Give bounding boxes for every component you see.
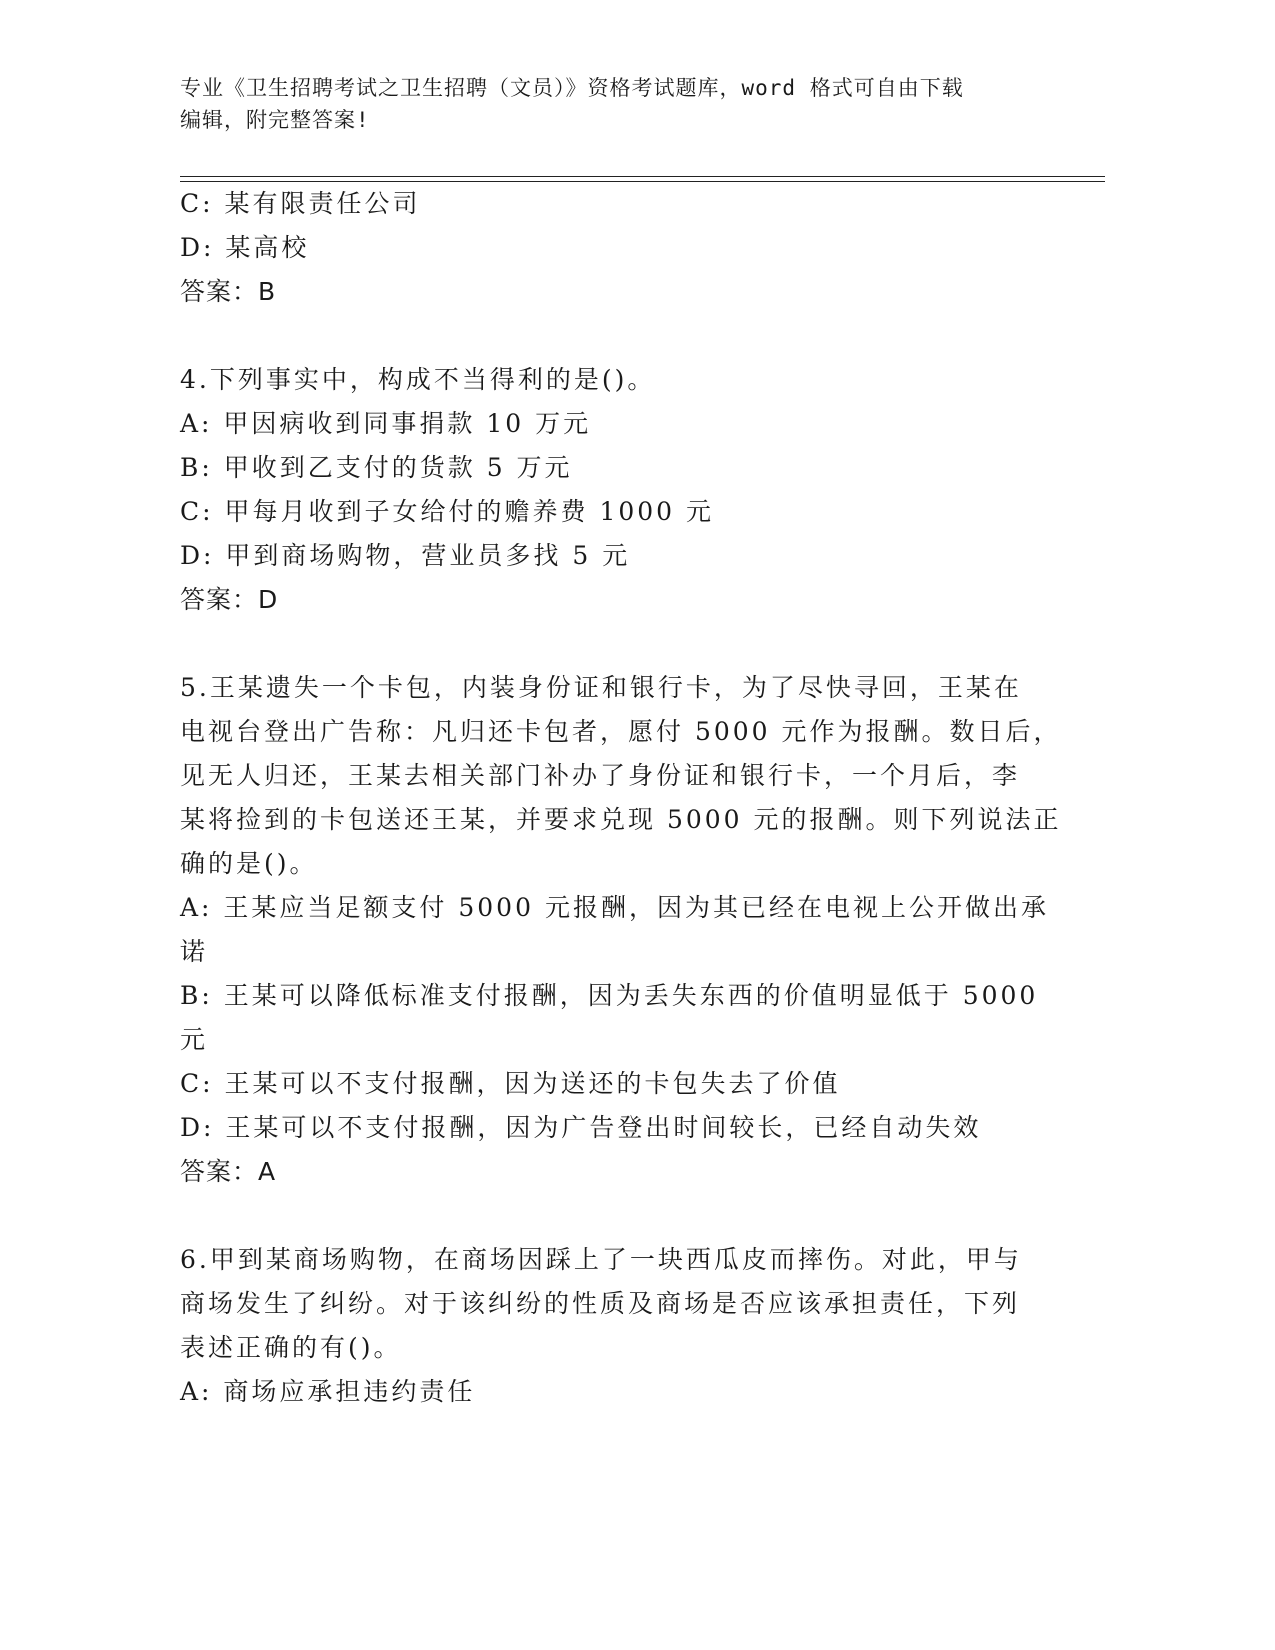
- header-line-1: 专业《卫生招聘考试之卫生招聘（文员）》资格考试题库，word 格式可自由下载: [180, 76, 964, 100]
- q6-stem-line-1: 6.甲到某商场购物，在商场因踩上了一块西瓜皮而摔伤。对此，甲与: [180, 1245, 1022, 1274]
- question-6: [180, 1238, 1040, 1414]
- q5-stem-line-5: 确的是()。: [180, 849, 318, 878]
- q4-option-d: D: 甲到商场购物，营业员多找 5 元: [180, 541, 631, 570]
- q4-option-c: C: 甲每月收到子女给付的赡养费 1000 元: [180, 497, 715, 526]
- q5-option-a-line-1: A: 王某应当足额支付 5000 元报酬，因为其已经在电视上公开做出承: [180, 893, 1049, 922]
- spacer: [180, 622, 1040, 666]
- q5-stem-line-1: 5.王某遗失一个卡包，内装身份证和银行卡，为了尽快寻回，王某在: [180, 673, 1022, 702]
- q3-option-c: C: 某有限责任公司: [180, 189, 421, 218]
- spacer: [180, 1194, 1040, 1238]
- q6-stem-line-2: 商场发生了纠纷。对于该纠纷的性质及商场是否应该承担责任，下列: [180, 1289, 1021, 1318]
- q5-option-d: D: 王某可以不支付报酬，因为广告登出时间较长，已经自动失效: [180, 1113, 982, 1142]
- q6-option-a: A: 商场应承担违约责任: [180, 1377, 476, 1406]
- q5-option-b-line-2: 元: [180, 1025, 209, 1054]
- document-body: [180, 182, 1062, 1414]
- q5-option-a-line-2: 诺: [180, 937, 209, 966]
- question-3: [180, 182, 1040, 314]
- q4-stem: 4.下列事实中，构成不当得利的是()。: [180, 365, 656, 394]
- header-line-2: 编辑，附完整答案!: [180, 108, 370, 132]
- spacer: [180, 314, 1040, 358]
- q5-stem-line-3: 见无人归还，王某去相关部门补办了身份证和银行卡，一个月后，李: [180, 761, 1021, 790]
- q5-stem-line-4: 某将捡到的卡包送还王某，并要求兑现 5000 元的报酬。则下列说法正: [180, 805, 1062, 834]
- q5-option-b-line-1: B: 王某可以降低标准支付报酬，因为丢失东西的价值明显低于 5000: [180, 981, 1039, 1010]
- question-5: [180, 666, 1062, 1194]
- q5-answer: 答案：A: [180, 1157, 277, 1186]
- q4-option-a: A: 甲因病收到同事捐款 10 万元: [180, 409, 592, 438]
- q5-stem-line-2: 电视台登出广告称：凡归还卡包者，愿付 5000 元作为报酬。数日后，: [180, 717, 1062, 746]
- q5-option-c: C: 王某可以不支付报酬，因为送还的卡包失去了价值: [180, 1069, 841, 1098]
- q3-answer: 答案：B: [180, 277, 277, 306]
- document-header: [180, 72, 1040, 136]
- q3-option-d: D: 某高校: [180, 233, 310, 262]
- q4-answer: 答案：D: [180, 585, 279, 614]
- q4-option-b: B: 甲收到乙支付的货款 5 万元: [180, 453, 573, 482]
- q6-stem-line-3: 表述正确的有()。: [180, 1333, 402, 1362]
- question-4: [180, 358, 1040, 622]
